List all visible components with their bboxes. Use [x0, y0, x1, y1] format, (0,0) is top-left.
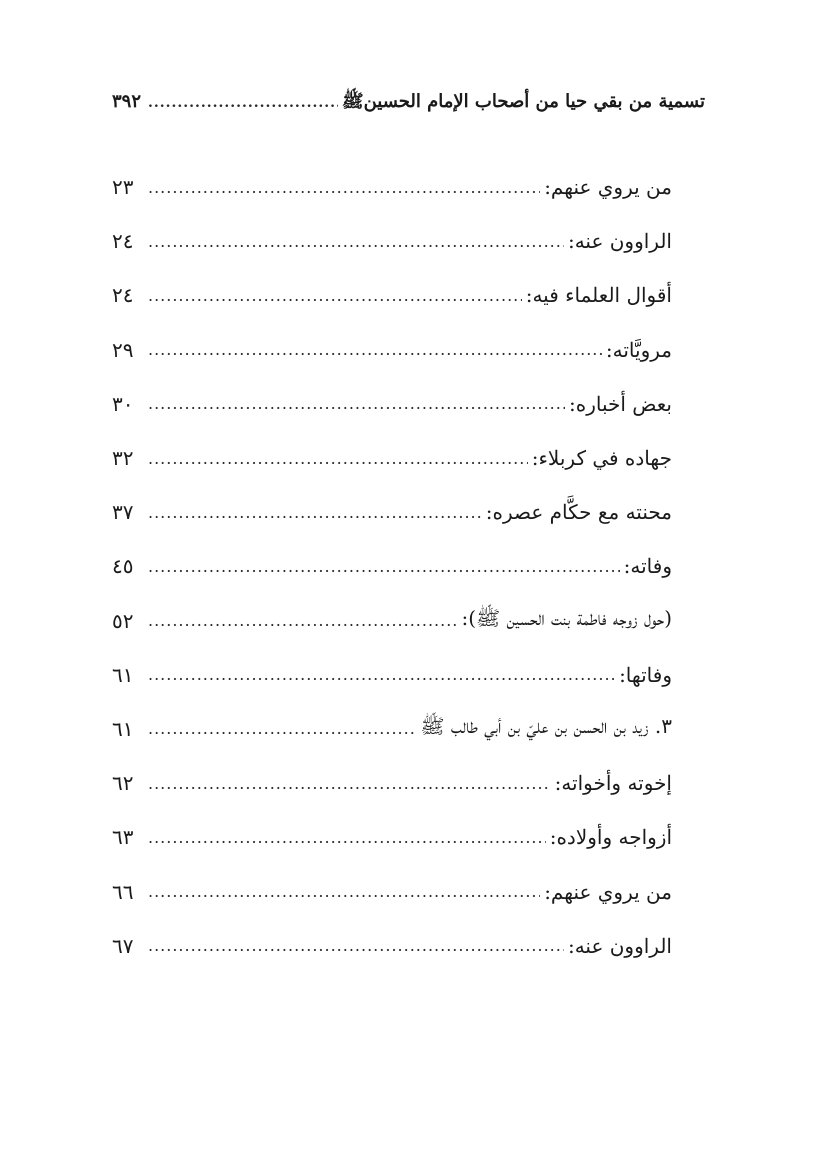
dot-leader — [148, 340, 602, 359]
dot-leader — [148, 557, 620, 576]
dot-leader — [148, 611, 457, 630]
dot-leader — [148, 503, 482, 522]
dot-leader — [148, 95, 338, 111]
toc-entry-title: وفاتها: — [619, 662, 672, 687]
toc-entry-title: أزواجه وأولاده: — [549, 825, 672, 850]
toc-entry — [112, 160, 672, 214]
toc-entry-page-number: ٦٢ — [112, 771, 134, 796]
toc-header-page-number: ٣٩٢ — [112, 91, 142, 112]
toc-entry-page-number: ٣٠ — [112, 391, 134, 416]
toc-entry-title: جهاده في كربلاء: — [531, 446, 672, 471]
dot-leader — [148, 882, 540, 901]
toc-entry-title: الراوون عنه: — [567, 933, 672, 958]
toc-entry — [112, 864, 672, 918]
dot-leader — [148, 178, 540, 197]
toc-entry — [112, 756, 672, 810]
toc-entry-page-number: ٣٧ — [112, 500, 134, 525]
toc-entry-page-number: ٢٩ — [112, 337, 134, 362]
toc-entry-title: بعض أخباره: — [569, 391, 672, 416]
toc-entry-page-number: ٥٢ — [112, 608, 134, 633]
toc-entry-title: ٣. زيد بن الحسن بن عليّ بن أبي طالب ﷺ — [420, 714, 672, 739]
dot-leader — [148, 286, 522, 305]
dot-leader — [148, 665, 615, 684]
toc-entry — [112, 323, 672, 377]
toc-entry-page-number: ٦١ — [112, 716, 134, 741]
dot-leader — [148, 719, 416, 738]
toc-entry — [112, 810, 672, 864]
toc-entry-page-number: ٦٣ — [112, 825, 134, 850]
dot-leader — [148, 394, 565, 413]
toc-entry — [112, 539, 672, 593]
toc-entry — [112, 268, 672, 322]
toc-entry-page-number: ٦٧ — [112, 933, 134, 958]
toc-entry — [112, 485, 672, 539]
toc-header-title — [342, 90, 705, 116]
toc-entry — [112, 214, 672, 268]
toc-entry-title: من يروي عنهم: — [544, 879, 672, 904]
table-of-contents — [112, 160, 672, 973]
toc-entry-page-number: ٢٤ — [112, 283, 134, 308]
toc-entry-page-number: ٢٣ — [112, 175, 134, 200]
toc-entry-page-number: ٦٦ — [112, 879, 134, 904]
honorific-symbol: ﷺ — [341, 91, 364, 112]
toc-entry-page-number: ٢٤ — [112, 229, 134, 254]
toc-entry — [112, 702, 672, 756]
dot-leader — [148, 774, 551, 793]
dot-leader — [148, 828, 546, 847]
toc-entry-page-number: ٤٥ — [112, 554, 134, 579]
toc-entry-title: أقوال العلماء فيه: — [525, 283, 672, 308]
toc-entry-title: الراوون عنه: — [567, 229, 672, 254]
toc-entry-title: (حول زوجه فاطمة بنت الحسين ﷺ): — [461, 606, 672, 631]
toc-entry — [112, 648, 672, 702]
toc-entry — [112, 594, 672, 648]
dot-leader — [148, 232, 564, 251]
toc-entry — [112, 431, 672, 485]
toc-entry-title: إخوته وأخواته: — [554, 771, 672, 796]
toc-entry — [112, 919, 672, 973]
toc-entry — [112, 377, 672, 431]
dot-leader — [148, 936, 564, 955]
dot-leader — [148, 449, 528, 468]
toc-entry-title: محنته مع حكَّام عصره: — [485, 500, 672, 525]
toc-header-title-text: تسمية من بقي حيا من أصحاب الإمام الحسين — [363, 91, 705, 112]
toc-entry-page-number: ٦١ — [112, 662, 134, 687]
toc-entry-title: من يروي عنهم: — [544, 175, 672, 200]
toc-entry-page-number: ٣٢ — [112, 446, 134, 471]
toc-entry-title: مرويَّاته: — [605, 337, 672, 362]
toc-entry-title: وفاته: — [623, 554, 672, 579]
toc-header-entry — [112, 90, 705, 122]
